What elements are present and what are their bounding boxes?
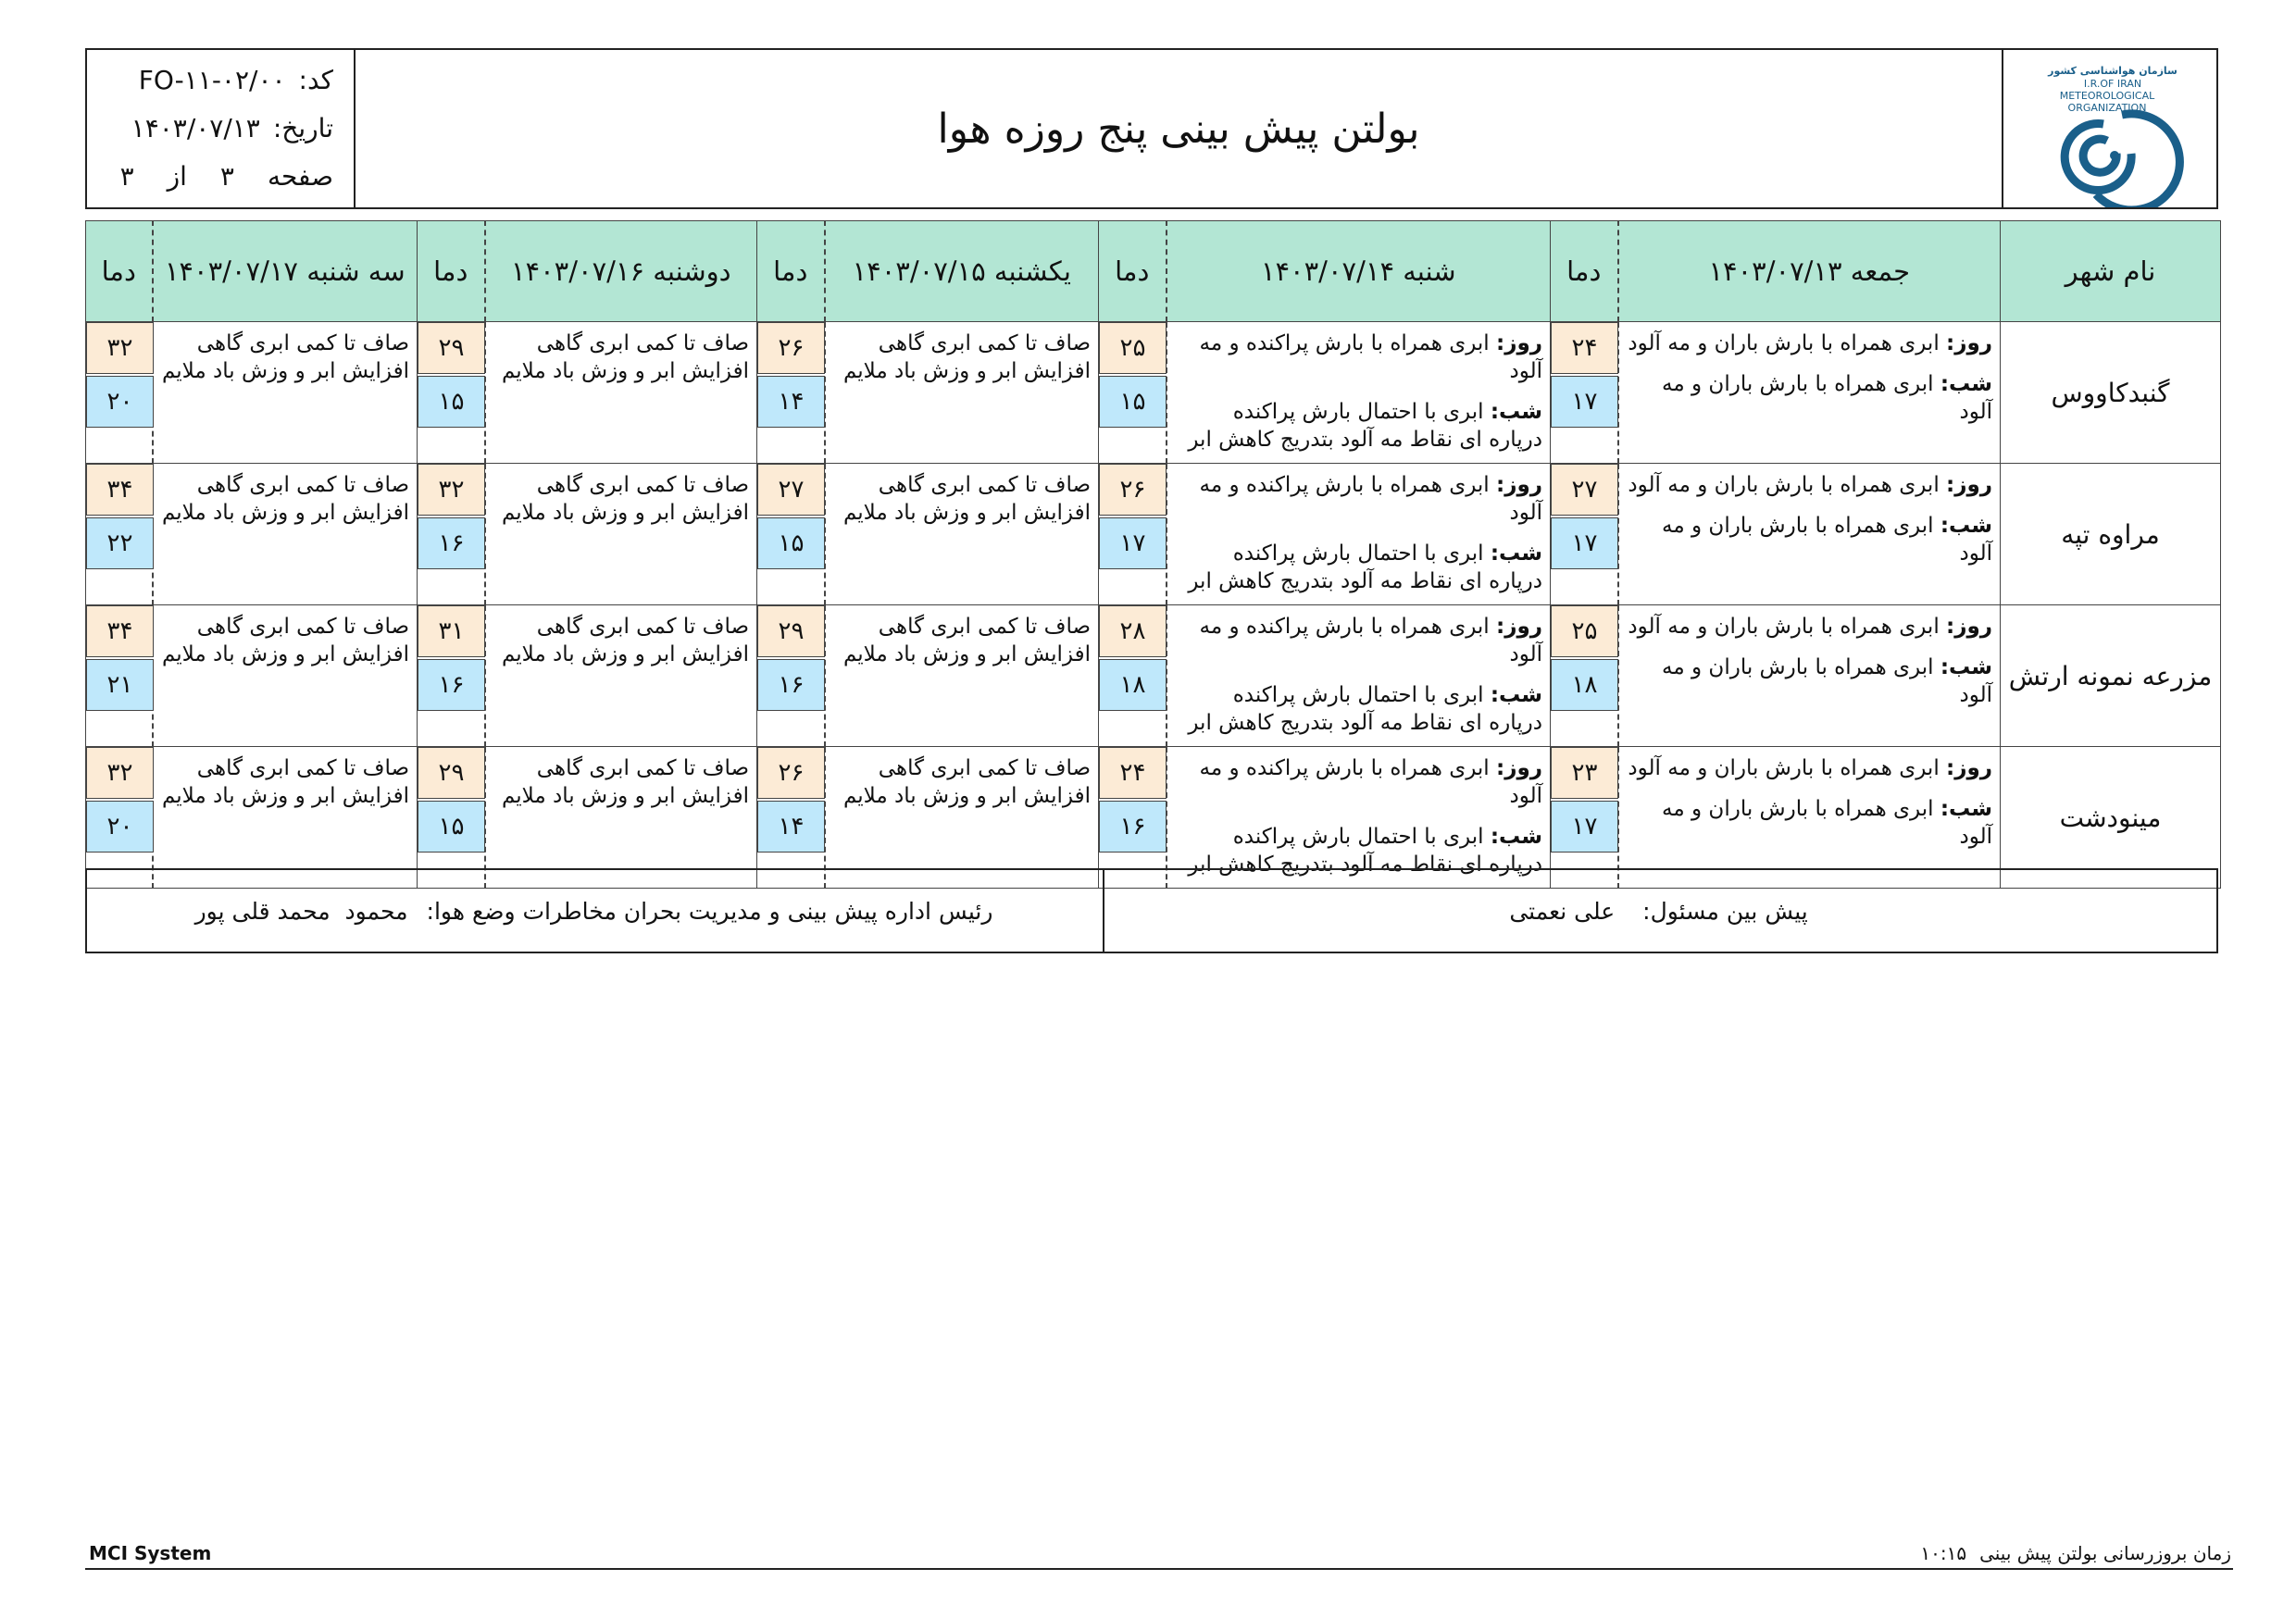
night-forecast-text: ابری با احتمال بارش پراکنده درپاره ای نقاط مه آلود بتدریج کاهش ابر — [1188, 541, 1542, 593]
temp-header: دما — [1551, 221, 1618, 322]
max-temperature: ۲۶ — [757, 747, 825, 799]
temperature-cell — [86, 322, 153, 464]
update-label: زمان بروزرسانی بولتن پیش بینی — [1979, 1542, 2231, 1564]
table-header-row — [86, 221, 2221, 322]
forecast-description — [825, 605, 1099, 747]
update-time: ۱۰:۱۵ — [1920, 1542, 1967, 1564]
min-temperature: ۱۸ — [1099, 659, 1167, 711]
temperature-cell — [418, 747, 485, 889]
day-forecast — [1627, 613, 1993, 641]
city-name: مینودشت — [2001, 747, 2221, 889]
max-temperature: ۲۴ — [1099, 747, 1167, 799]
min-temperature: ۱۸ — [1551, 659, 1618, 711]
forecast-description — [1167, 747, 1551, 889]
date-label: تاریخ: — [272, 112, 333, 143]
night-forecast-label: شب: — [1940, 372, 1992, 396]
temperature-cell — [86, 464, 153, 605]
min-temperature: ۱۶ — [418, 659, 485, 711]
night-forecast — [1627, 512, 1993, 567]
min-temperature: ۱۵ — [757, 517, 825, 569]
temp-header: دما — [86, 221, 153, 322]
svg-text:I.R.OF IRAN: I.R.OF IRAN — [2083, 78, 2142, 90]
forecast-description — [485, 464, 757, 605]
temperature-cell — [418, 605, 485, 747]
forecast-text: صاف تا کمی ابری گاهی افزایش ابر و وزش باد ملایم — [842, 473, 1091, 525]
max-temperature: ۳۲ — [86, 747, 154, 799]
min-temperature: ۱۶ — [418, 517, 485, 569]
night-forecast-label: شب: — [1940, 797, 1992, 821]
night-forecast-text: ابری همراه با بارش باران و مه آلود — [1662, 514, 1992, 566]
forecast-description — [1167, 464, 1551, 605]
day-header-3: یکشنبه ۱۴۰۳/۰۷/۱۵ — [825, 221, 1099, 322]
night-forecast-text: ابری با احتمال بارش پراکنده درپاره ای نقاط مه آلود بتدریج کاهش ابر — [1188, 825, 1542, 877]
night-forecast — [1175, 540, 1543, 595]
table-row — [86, 747, 2221, 889]
day-forecast — [1175, 613, 1543, 668]
temp-header: دما — [757, 221, 825, 322]
bulletin-header — [85, 48, 2218, 209]
min-temperature: ۱۶ — [1099, 801, 1167, 853]
forecast-description — [153, 605, 418, 747]
night-forecast-text: ابری با احتمال بارش پراکنده درپاره ای نقاط مه آلود بتدریج کاهش ابر — [1188, 400, 1542, 452]
update-info — [1920, 1542, 2231, 1564]
temperature-cell — [757, 322, 825, 464]
forecast-description — [153, 464, 418, 605]
forecast-description — [1618, 322, 2001, 464]
max-temperature: ۲۵ — [1551, 605, 1618, 657]
page-of: از — [167, 160, 187, 192]
temperature-cell — [1551, 322, 1618, 464]
max-temperature: ۲۴ — [1551, 322, 1618, 374]
temperature-cell — [1551, 605, 1618, 747]
day-forecast-label: روز: — [1496, 756, 1542, 780]
day-forecast-text: ابری همراه با بارش باران و مه آلود — [1628, 615, 1940, 639]
day-forecast — [1175, 471, 1543, 527]
forecast-description — [825, 464, 1099, 605]
page-title: بولتن پیش بینی پنج روزه هوا — [937, 105, 1420, 153]
max-temperature: ۲۹ — [418, 322, 485, 374]
max-temperature: ۳۴ — [86, 605, 154, 657]
temperature-cell — [86, 605, 153, 747]
temperature-cell — [1099, 464, 1167, 605]
max-temperature: ۳۱ — [418, 605, 485, 657]
code-value: FO-۱۱-۰۲/۰۰ — [138, 64, 286, 95]
temperature-cell — [418, 322, 485, 464]
min-temperature: ۱۵ — [418, 376, 485, 428]
temperature-cell — [757, 747, 825, 889]
date-value: ۱۴۰۳/۰۷/۱۳ — [131, 112, 260, 143]
forecast-text: صاف تا کمی ابری گاهی افزایش ابر و وزش باد ملایم — [842, 615, 1091, 666]
forecast-text: صاف تا کمی ابری گاهی افزایش ابر و وزش باد ملایم — [161, 331, 409, 383]
forecast-text: صاف تا کمی ابری گاهی افزایش ابر و وزش باد ملایم — [161, 615, 409, 666]
day-forecast-label: روز: — [1946, 473, 1992, 497]
signature-box — [85, 868, 2218, 953]
day-forecast — [1627, 754, 1993, 782]
day-forecast — [1175, 330, 1543, 385]
page-total: ۳ — [119, 160, 134, 192]
max-temperature: ۳۲ — [86, 322, 154, 374]
day-forecast-label: روز: — [1496, 615, 1542, 639]
night-forecast-label: شب: — [1490, 541, 1542, 566]
night-forecast-text: ابری همراه با بارش باران و مه آلود — [1662, 655, 1992, 707]
day-header-5: سه شنبه ۱۴۰۳/۰۷/۱۷ — [153, 221, 418, 322]
night-forecast-text: ابری با احتمال بارش پراکنده درپاره ای نقاط مه آلود بتدریج کاهش ابر — [1188, 683, 1542, 735]
night-forecast-text: ابری همراه با بارش باران و مه آلود — [1662, 797, 1992, 849]
forecast-text: صاف تا کمی ابری گاهی افزایش ابر و وزش باد ملایم — [501, 756, 749, 808]
svg-text:سازمان هواشناسی کشور: سازمان هواشناسی کشور — [2048, 65, 2177, 77]
max-temperature: ۳۴ — [86, 464, 154, 516]
forecast-description — [825, 747, 1099, 889]
day-forecast-text: ابری همراه با بارش پراکنده و مه آلود — [1199, 615, 1542, 666]
page-label: صفحه — [267, 160, 333, 192]
max-temperature: ۲۵ — [1099, 322, 1167, 374]
temp-header: دما — [1099, 221, 1167, 322]
night-forecast-text: ابری همراه با بارش باران و مه آلود — [1662, 372, 1992, 424]
head-name: محمود محمد قلی پور — [194, 897, 408, 925]
temperature-cell — [1551, 464, 1618, 605]
forecast-description — [485, 605, 757, 747]
footer-divider — [85, 1568, 2233, 1570]
city-name: مزرعه نمونه ارتش — [2001, 605, 2221, 747]
max-temperature: ۲۳ — [1551, 747, 1618, 799]
min-temperature: ۱۷ — [1099, 517, 1167, 569]
meteorological-organization-logo — [2003, 50, 2216, 207]
forecaster-section — [1101, 870, 2216, 952]
forecaster-name: علی نعمتی — [1509, 897, 1616, 925]
max-temperature: ۲۷ — [1551, 464, 1618, 516]
forecast-description — [485, 322, 757, 464]
day-forecast — [1627, 330, 1993, 357]
head-section — [87, 870, 1101, 952]
city-name: مراوه تپه — [2001, 464, 2221, 605]
max-temperature: ۳۲ — [418, 464, 485, 516]
head-label: رئیس اداره پیش بینی و مدیریت بحران مخاطرات وضع هوا: — [426, 897, 993, 925]
city-name: گنبدکاووس — [2001, 322, 2221, 464]
forecast-description — [1167, 605, 1551, 747]
day-forecast-text: ابری همراه با بارش باران و مه آلود — [1628, 756, 1940, 780]
min-temperature: ۱۵ — [1099, 376, 1167, 428]
page-current: ۳ — [219, 160, 234, 192]
night-forecast — [1627, 370, 1993, 426]
max-temperature: ۲۶ — [757, 322, 825, 374]
min-temperature: ۲۲ — [86, 517, 154, 569]
max-temperature: ۲۹ — [757, 605, 825, 657]
document-meta — [87, 50, 354, 207]
forecast-description — [1618, 747, 2001, 889]
day-forecast-text: ابری همراه با بارش پراکنده و مه آلود — [1199, 473, 1542, 525]
forecast-text: صاف تا کمی ابری گاهی افزایش ابر و وزش باد ملایم — [501, 331, 749, 383]
temperature-cell — [86, 747, 153, 889]
day-forecast-text: ابری همراه با بارش باران و مه آلود — [1628, 473, 1940, 497]
table-row — [86, 605, 2221, 747]
day-header-1: جمعه ۱۴۰۳/۰۷/۱۳ — [1618, 221, 2001, 322]
day-forecast-label: روز: — [1946, 331, 1992, 355]
min-temperature: ۱۷ — [1551, 801, 1618, 853]
forecast-text: صاف تا کمی ابری گاهی افزایش ابر و وزش باد ملایم — [161, 756, 409, 808]
forecast-text: صاف تا کمی ابری گاهی افزایش ابر و وزش باد ملایم — [842, 756, 1091, 808]
forecast-description — [1618, 464, 2001, 605]
forecast-description — [153, 747, 418, 889]
min-temperature: ۱۴ — [757, 801, 825, 853]
day-forecast-label: روز: — [1496, 331, 1542, 355]
min-temperature: ۱۶ — [757, 659, 825, 711]
code-label: کد: — [298, 64, 333, 95]
night-forecast — [1627, 795, 1993, 851]
forecast-table — [85, 220, 2221, 889]
temperature-cell — [418, 464, 485, 605]
night-forecast — [1175, 398, 1543, 454]
temp-header: دما — [418, 221, 485, 322]
day-forecast-text: ابری همراه با بارش پراکنده و مه آلود — [1199, 756, 1542, 808]
forecast-text: صاف تا کمی ابری گاهی افزایش ابر و وزش باد ملایم — [161, 473, 409, 525]
temperature-cell — [757, 605, 825, 747]
temperature-cell — [1551, 747, 1618, 889]
temperature-cell — [1099, 322, 1167, 464]
night-forecast-label: شب: — [1490, 683, 1542, 707]
temperature-cell — [1099, 605, 1167, 747]
day-forecast-label: روز: — [1496, 473, 1542, 497]
day-forecast-text: ابری همراه با بارش باران و مه آلود — [1628, 331, 1940, 355]
night-forecast-label: شب: — [1490, 825, 1542, 849]
min-temperature: ۲۱ — [86, 659, 154, 711]
min-temperature: ۲۰ — [86, 376, 154, 428]
max-temperature: ۲۹ — [418, 747, 485, 799]
day-forecast-label: روز: — [1946, 615, 1992, 639]
forecast-text: صاف تا کمی ابری گاهی افزایش ابر و وزش باد ملایم — [842, 331, 1091, 383]
temperature-cell — [1099, 747, 1167, 889]
forecaster-label: پیش بین مسئول: — [1642, 897, 1808, 925]
forecast-description — [153, 322, 418, 464]
day-forecast-label: روز: — [1946, 756, 1992, 780]
min-temperature: ۱۴ — [757, 376, 825, 428]
forecast-description — [1167, 322, 1551, 464]
min-temperature: ۱۷ — [1551, 376, 1618, 428]
day-forecast — [1627, 471, 1993, 499]
forecast-description — [1618, 605, 2001, 747]
forecast-text: صاف تا کمی ابری گاهی افزایش ابر و وزش باد ملایم — [501, 473, 749, 525]
max-temperature: ۲۷ — [757, 464, 825, 516]
table-row — [86, 464, 2221, 605]
system-name: MCI System — [89, 1542, 212, 1564]
table-row — [86, 322, 2221, 464]
forecast-description — [485, 747, 757, 889]
max-temperature: ۲۸ — [1099, 605, 1167, 657]
night-forecast-label: شب: — [1940, 514, 1992, 538]
min-temperature: ۱۷ — [1551, 517, 1618, 569]
min-temperature: ۱۵ — [418, 801, 485, 853]
day-forecast-text: ابری همراه با بارش پراکنده و مه آلود — [1199, 331, 1542, 383]
svg-text:ORGANIZATION: ORGANIZATION — [2067, 102, 2147, 114]
max-temperature: ۲۶ — [1099, 464, 1167, 516]
night-forecast-label: شب: — [1490, 400, 1542, 424]
city-header: نام شهر — [2001, 221, 2221, 322]
day-forecast — [1175, 754, 1543, 810]
min-temperature: ۲۰ — [86, 801, 154, 853]
night-forecast — [1627, 653, 1993, 709]
day-header-4: دوشنبه ۱۴۰۳/۰۷/۱۶ — [485, 221, 757, 322]
forecast-description — [825, 322, 1099, 464]
night-forecast — [1175, 681, 1543, 737]
day-header-2: شنبه ۱۴۰۳/۰۷/۱۴ — [1167, 221, 1551, 322]
temperature-cell — [757, 464, 825, 605]
svg-text:METEOROLOGICAL: METEOROLOGICAL — [2059, 90, 2155, 102]
logo-icon — [2003, 50, 2216, 207]
forecast-text: صاف تا کمی ابری گاهی افزایش ابر و وزش باد ملایم — [501, 615, 749, 666]
night-forecast-label: شب: — [1940, 655, 1992, 679]
